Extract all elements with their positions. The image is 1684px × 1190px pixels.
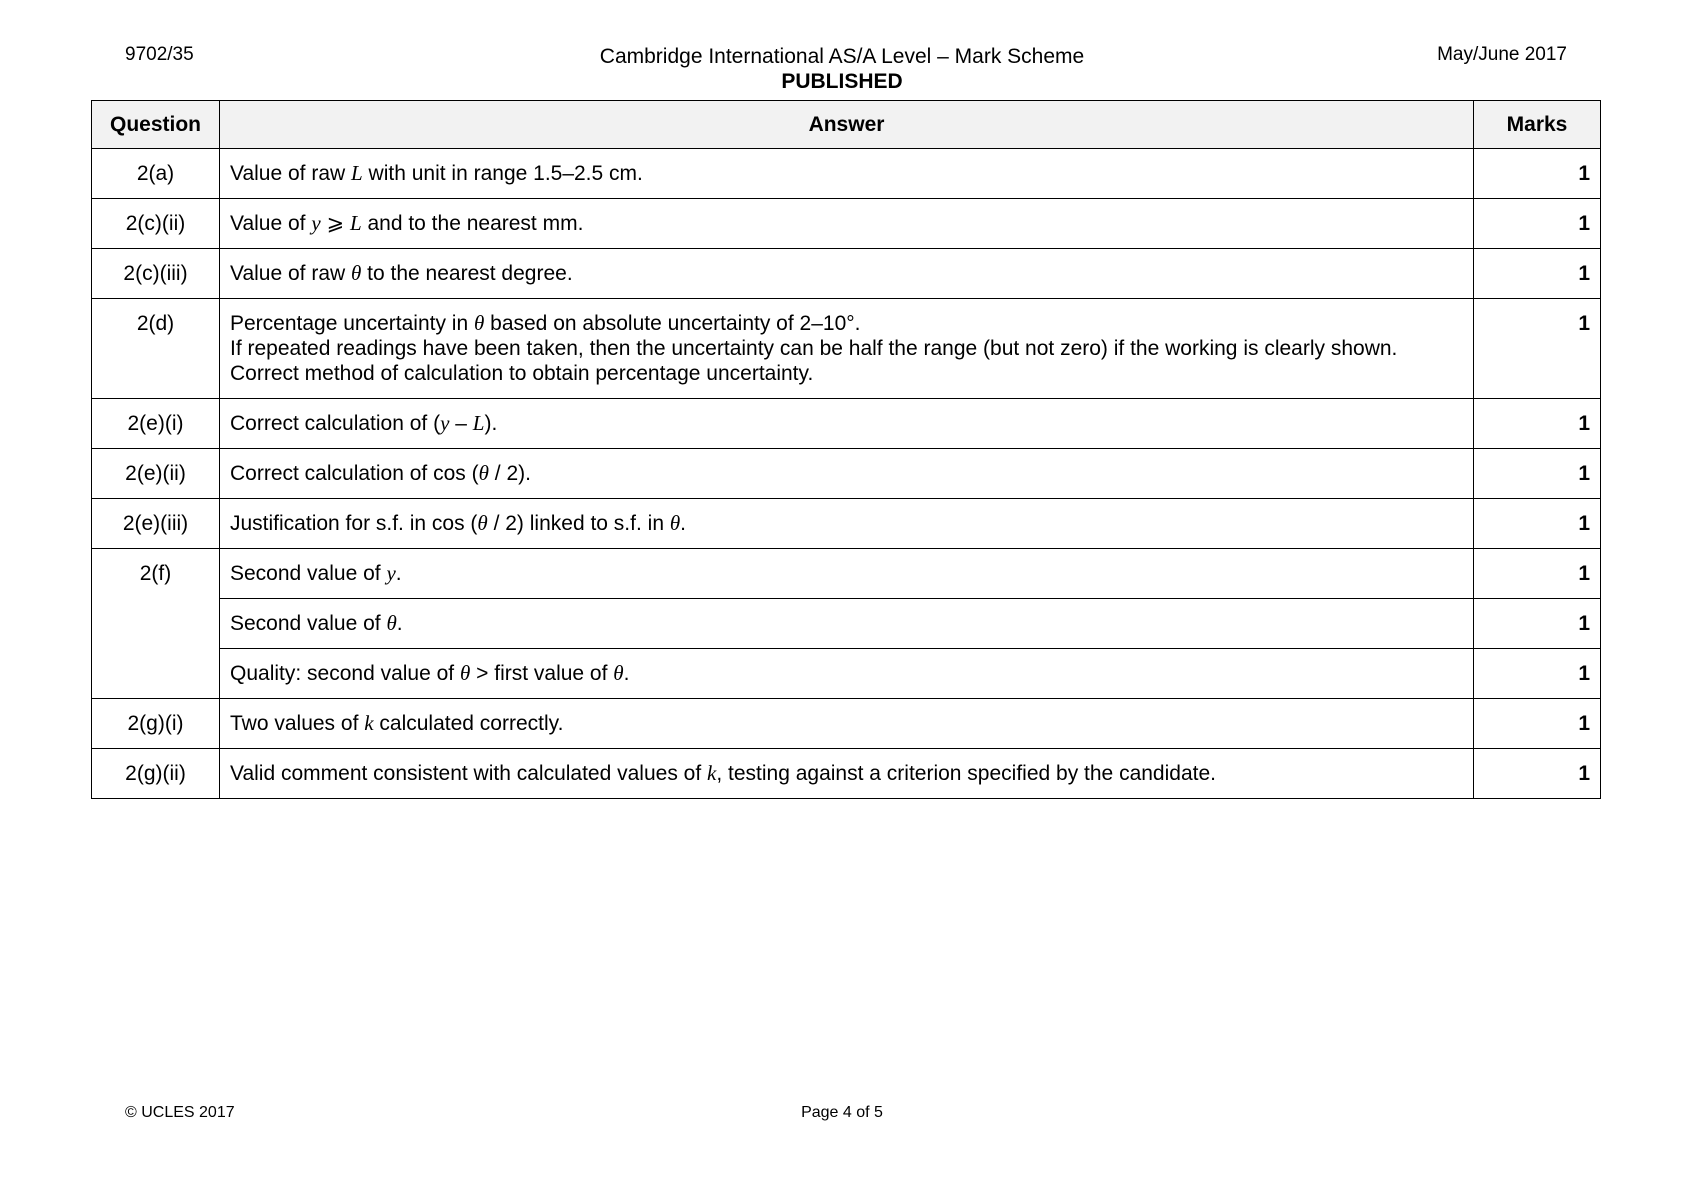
table-row: [92, 399, 1601, 449]
table-row: [92, 499, 1601, 549]
question-number: 2(f): [92, 549, 220, 699]
answer-fragment: Second value of: [230, 562, 387, 585]
math-symbol: k: [707, 761, 717, 785]
question-number: 2(d): [92, 299, 220, 399]
answer-text: [220, 199, 1474, 249]
answer-fragment: –: [449, 412, 473, 435]
answer-text: [220, 149, 1474, 199]
question-number: 2(c)(ii): [92, 199, 220, 249]
marks-value: 1: [1474, 449, 1601, 499]
answer-fragment: .: [623, 662, 630, 685]
table-row: [92, 749, 1601, 799]
table-row: [92, 199, 1601, 249]
exam-session: May/June 2017: [1437, 44, 1567, 65]
document-header: [0, 44, 1684, 94]
marks-value: 1: [1474, 199, 1601, 249]
answer-fragment: .: [395, 562, 402, 585]
answer-text: [220, 649, 1474, 699]
answer-text: [220, 699, 1474, 749]
copyright-notice: © UCLES 2017: [125, 1104, 235, 1121]
question-number: 2(e)(ii): [92, 449, 220, 499]
question-number: 2(a): [92, 149, 220, 199]
answer-text: [220, 449, 1474, 499]
answer-fragment: to the nearest degree.: [361, 262, 573, 285]
paper-code: 9702/35: [125, 44, 194, 65]
answer-fragment: , testing against a criterion specified by the candidate.: [716, 762, 1216, 785]
marks-value: 1: [1474, 149, 1601, 199]
table-row: [92, 299, 1601, 399]
answer-fragment: ⩾: [320, 212, 350, 235]
answer-fragment: / 2) linked to s.f. in: [487, 512, 670, 535]
math-symbol: L: [351, 161, 363, 185]
marks-value: 1: [1474, 699, 1601, 749]
marks-value: 1: [1474, 749, 1601, 799]
table-row: [92, 599, 1601, 649]
marks-value: 1: [1474, 649, 1601, 699]
answer-text: [220, 299, 1474, 399]
math-symbol: k: [364, 711, 374, 735]
question-number: 2(e)(i): [92, 399, 220, 449]
answer-fragment: Two values of: [230, 712, 365, 735]
table-row: [92, 649, 1601, 699]
question-number: 2(c)(iii): [92, 249, 220, 299]
table-body: [92, 149, 1601, 799]
math-symbol: θ: [459, 661, 471, 685]
column-header-answer: Answer: [220, 101, 1474, 149]
status-label: PUBLISHED: [781, 70, 903, 93]
answer-fragment: ).: [484, 412, 498, 435]
answer-fragment: If repeated readings have been taken, then the uncertainty can be half the range (but not zero) if the working is clearly shown.: [230, 337, 1398, 360]
answer-fragment: with unit in range 1.5–2.5 cm.: [362, 162, 643, 185]
math-symbol: L: [349, 211, 362, 235]
mark-scheme-table: [91, 100, 1601, 799]
table-row: [92, 449, 1601, 499]
table-header-row: [92, 101, 1601, 149]
table-row: [92, 249, 1601, 299]
answer-text: [220, 599, 1474, 649]
math-symbol: θ: [613, 661, 624, 685]
table-row: [92, 149, 1601, 199]
column-header-marks: Marks: [1474, 101, 1601, 149]
answer-fragment: Quality: second value of: [230, 662, 460, 685]
answer-fragment: Correct method of calculation to obtain percentage uncertainty.: [230, 362, 814, 385]
marks-value: 1: [1474, 399, 1601, 449]
answer-text: [220, 749, 1474, 799]
answer-fragment: Second value of: [230, 612, 387, 635]
question-number: 2(e)(iii): [92, 499, 220, 549]
answer-fragment: Justification for s.f. in cos (: [230, 512, 478, 535]
math-symbol: y: [440, 411, 450, 435]
math-symbol: θ: [478, 461, 489, 485]
marks-value: 1: [1474, 299, 1601, 399]
math-symbol: y: [311, 211, 321, 235]
question-number: 2(g)(i): [92, 699, 220, 749]
table-row: [92, 699, 1601, 749]
column-header-question: Question: [92, 101, 220, 149]
math-symbol: θ: [351, 261, 362, 285]
answer-fragment: .: [680, 512, 687, 535]
answer-fragment: based on absolute uncertainty of 2–10°.: [484, 312, 861, 335]
marks-value: 1: [1474, 249, 1601, 299]
answer-fragment: Value of raw: [230, 262, 352, 285]
answer-fragment: > first value of: [470, 662, 614, 685]
math-symbol: θ: [669, 511, 681, 535]
answer-fragment: Value of raw: [230, 162, 352, 185]
math-symbol: L: [472, 411, 485, 435]
document-title: Cambridge International AS/A Level – Mark Scheme: [599, 45, 1085, 68]
math-symbol: θ: [386, 611, 397, 635]
marks-value: 1: [1474, 599, 1601, 649]
table-row: [92, 549, 1601, 599]
marks-value: 1: [1474, 549, 1601, 599]
math-symbol: y: [386, 561, 396, 585]
math-symbol: θ: [473, 311, 485, 335]
answer-fragment: Valid comment consistent with calculated values of: [230, 762, 708, 785]
answer-fragment: Value of: [230, 212, 312, 235]
answer-text: [220, 399, 1474, 449]
answer-fragment: Percentage uncertainty in: [230, 312, 474, 335]
answer-fragment: and to the nearest mm.: [361, 212, 584, 235]
answer-text: [220, 549, 1474, 599]
question-number: 2(g)(ii): [92, 749, 220, 799]
answer-fragment: .: [396, 612, 403, 635]
answer-fragment: calculated correctly.: [373, 712, 564, 735]
answer-fragment: / 2).: [488, 462, 531, 485]
marks-value: 1: [1474, 499, 1601, 549]
math-symbol: θ: [477, 511, 488, 535]
page-number: Page 4 of 5: [801, 1104, 883, 1121]
answer-fragment: Correct calculation of (: [230, 412, 441, 435]
answer-text: [220, 499, 1474, 549]
answer-fragment: Correct calculation of cos (: [230, 462, 479, 485]
answer-text: [220, 249, 1474, 299]
